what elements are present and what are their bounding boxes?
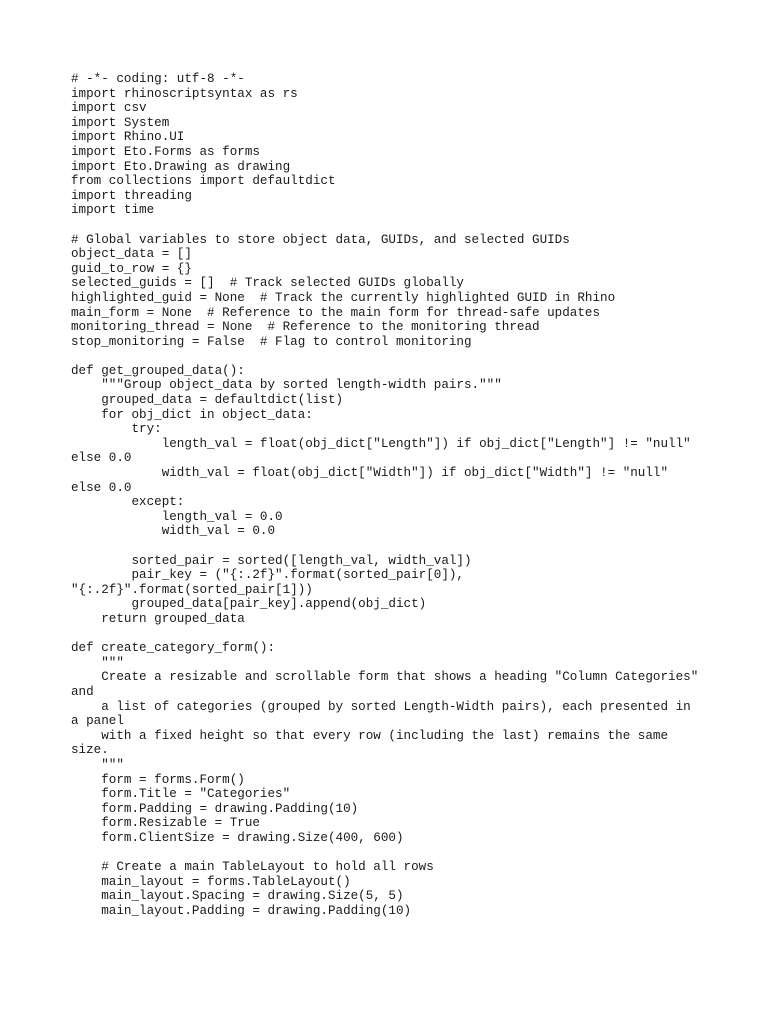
code-line: import threading: [71, 188, 192, 203]
code-line: form.ClientSize = drawing.Size(400, 600): [71, 830, 404, 845]
code-line: with a fixed height so that every row (including the last) remains the same: [71, 728, 669, 743]
code-line: and: [71, 684, 94, 699]
code-line: except:: [71, 495, 185, 510]
code-line: grouped_data[pair_key].append(obj_dict): [71, 597, 427, 612]
code-line: a panel: [71, 714, 124, 729]
code-line: length_val = float(obj_dict["Length"]) if obj_dict["Length"] != "null": [71, 436, 691, 451]
code-line: import rhinoscriptsyntax as rs: [71, 86, 298, 101]
code-line: [71, 349, 711, 364]
code-line: object_data = []: [71, 247, 192, 262]
code-line: form.Padding = drawing.Padding(10): [71, 801, 359, 816]
code-line: """: [71, 757, 124, 772]
code-line: grouped_data = defaultdict(list): [71, 393, 344, 408]
code-line: "{:.2f}".format(sorted_pair[1])): [71, 582, 313, 597]
code-line: Create a resizable and scrollable form that shows a heading "Column Categories": [71, 670, 699, 685]
code-line: else 0.0: [71, 480, 132, 495]
code-line: selected_guids = [] # Track selected GUIDs globally: [71, 276, 464, 291]
code-line: sorted_pair = sorted([length_val, width_val]): [71, 553, 472, 568]
code-line: # Create a main TableLayout to hold all rows: [71, 860, 434, 875]
code-line: length_val = 0.0: [71, 509, 283, 524]
code-line: stop_monitoring = False # Flag to control monitoring: [71, 334, 472, 349]
code-line: width_val = float(obj_dict["Width"]) if obj_dict["Width"] != "null": [71, 466, 669, 481]
code-line: [71, 218, 711, 233]
code-line: for obj_dict in object_data:: [71, 407, 313, 422]
code-line: def get_grouped_data():: [71, 363, 245, 378]
code-line: size.: [71, 743, 109, 758]
code-line: [71, 845, 711, 860]
code-line: import Rhino.UI: [71, 130, 185, 145]
code-line: form.Resizable = True: [71, 816, 260, 831]
code-line: main_layout.Padding = drawing.Padding(10): [71, 903, 412, 918]
code-line: """Group object_data by sorted length-width pairs.""": [71, 378, 502, 393]
code-line: a list of categories (grouped by sorted Length-Width pairs), each presented in: [71, 699, 691, 714]
code-line: [71, 539, 711, 554]
code-line: import Eto.Forms as forms: [71, 144, 260, 159]
code-line: else 0.0: [71, 451, 132, 466]
code-line: import System: [71, 115, 170, 130]
code-line: form.Title = "Categories": [71, 787, 291, 802]
code-line: # -*- coding: utf-8 -*-: [71, 72, 245, 86]
code-line: monitoring_thread = None # Reference to the monitoring thread: [71, 320, 540, 335]
code-line: form = forms.Form(): [71, 772, 245, 787]
code-block: [71, 72, 711, 918]
code-line: from collections import defaultdict: [71, 174, 336, 189]
code-line: guid_to_row = {}: [71, 261, 192, 276]
code-line: try:: [71, 422, 162, 437]
code-line: import csv: [71, 101, 147, 116]
code-line: main_form = None # Reference to the main form for thread-safe updates: [71, 305, 601, 320]
code-line: width_val = 0.0: [71, 524, 276, 539]
code-line: return grouped_data: [71, 611, 245, 626]
code-line: def create_category_form():: [71, 641, 276, 656]
code-line: highlighted_guid = None # Track the currently highlighted GUID in Rhino: [71, 290, 616, 305]
code-line: """: [71, 655, 124, 670]
code-line: main_layout = forms.TableLayout(): [71, 874, 351, 889]
code-line: import Eto.Drawing as drawing: [71, 159, 291, 174]
code-line: main_layout.Spacing = drawing.Size(5, 5): [71, 889, 404, 904]
code-line: [71, 627, 711, 642]
code-line: import time: [71, 203, 155, 218]
code-line: # Global variables to store object data, GUIDs, and selected GUIDs: [71, 232, 570, 247]
code-line: pair_key = ("{:.2f}".format(sorted_pair[0]),: [71, 568, 464, 583]
